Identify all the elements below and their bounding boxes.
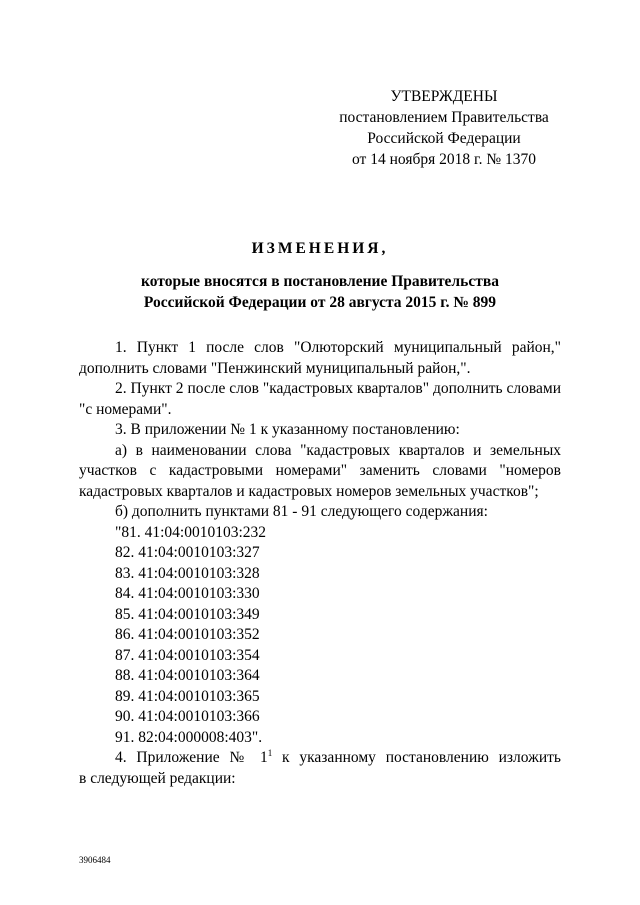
document-body (79, 338, 561, 789)
heading-subtitle-line-2: Российской Федерации от 28 августа 2015 г. № 899 (143, 294, 497, 311)
paragraph-4-text-2: к указанному постановлению изложить (272, 749, 561, 766)
approval-block (320, 86, 568, 170)
cadastral-list (79, 523, 561, 749)
paragraph-4-line-2: в следующей редакции: (79, 769, 236, 787)
paragraph-4-text-1: 4. Приложение № 1 (115, 749, 268, 766)
list-item: 91. 82:04:000008:403". (115, 728, 263, 746)
list-item: 90. 41:04:0010103:366 (115, 708, 260, 725)
heading-title: ИЗМЕНЕНИЯ, (251, 240, 389, 257)
list-item: 86. 41:04:0010103:352 (115, 626, 260, 643)
paragraph-3b: б) дополнить пунктами 81 - 91 следующего содержания: (115, 503, 488, 520)
paragraph-4-superscript: 1 (267, 747, 273, 758)
list-item: 83. 41:04:0010103:328 (115, 564, 260, 582)
list-item: 85. 41:04:0010103:349 (115, 605, 260, 623)
paragraph-4 (79, 748, 561, 769)
paragraph-3a: а) в наименовании слова "кадастровых кварталов и земельных участков с кадастровыми номерами" заменить словами "номеров кадастровых кварталов и кадастровых номеров земельных участков"; (79, 441, 561, 500)
approval-line-3: от 14 ноября 2018 г. № 1370 (352, 151, 536, 168)
approval-line-1: постановлением Правительства (339, 109, 549, 126)
list-item: 88. 41:04:0010103:364 (115, 667, 260, 684)
list-item: 89. 41:04:0010103:365 (115, 687, 260, 705)
document-code: 3906484 (79, 855, 111, 865)
paragraph-2: 2. Пункт 2 после слов "кадастровых кварталов" дополнить словами "с номерами". (79, 380, 561, 418)
approval-line-2: Российской Федерации (367, 130, 521, 147)
document-heading (0, 238, 640, 313)
paragraph-1: 1. Пункт 1 после слов "Олюторский муниципальный район," дополнить словами "Пенжинский муниципальный район,". (79, 339, 561, 377)
list-item: 82. 41:04:0010103:327 (115, 544, 260, 561)
paragraph-3: 3. В приложении № 1 к указанному постановлению: (115, 421, 460, 438)
approval-title: УТВЕРЖДЕНЫ (390, 88, 498, 105)
heading-subtitle-line-1: которые вносятся в постановление Правительства (141, 273, 499, 290)
list-item: 84. 41:04:0010103:330 (115, 585, 260, 602)
list-item: 87. 41:04:0010103:354 (115, 646, 260, 664)
list-item: "81. 41:04:0010103:232 (115, 523, 266, 541)
